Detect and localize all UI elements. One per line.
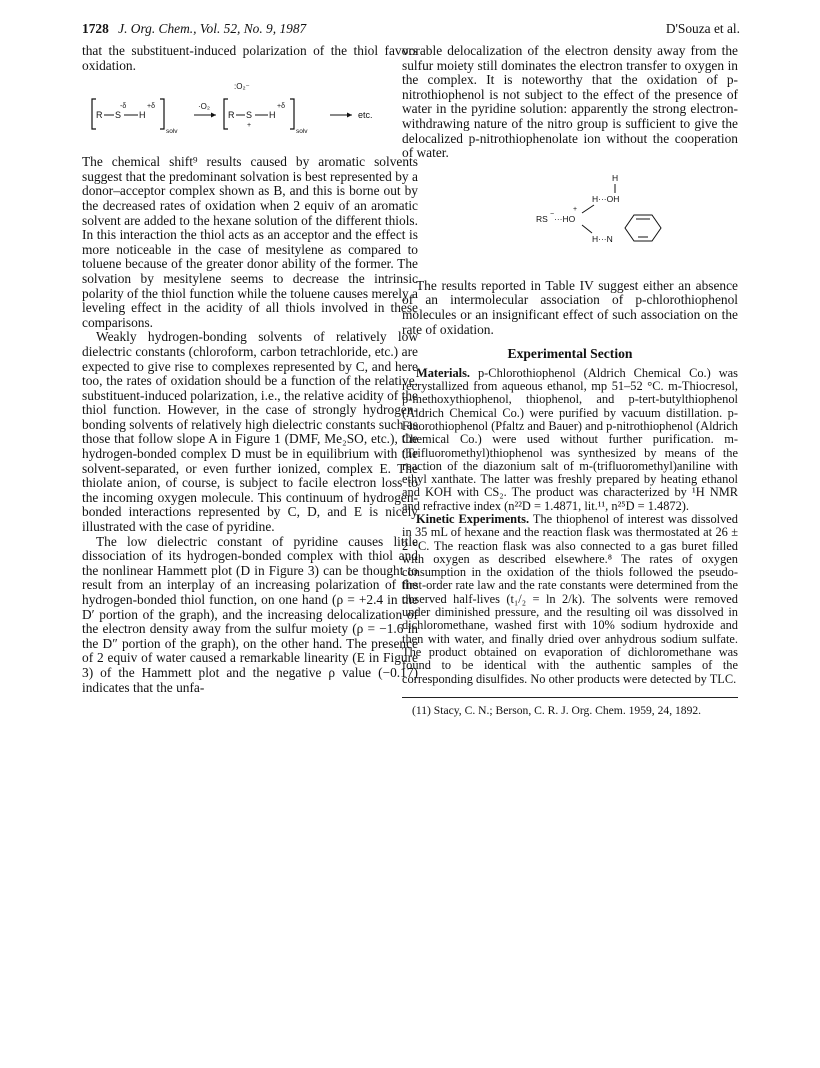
scheme-o2: ·O₂: [198, 102, 210, 112]
scheme-h1: H: [139, 110, 146, 121]
scheme-solv2: solv: [296, 128, 308, 136]
paragraph-table-iv: The results reported in Table IV suggest either an absence of an intermolecular association of p-chlorothiophenol molecules or an insignificant effect of such association on the rate of oxidation.: [402, 277, 738, 337]
fig-h-oh: H···OH: [592, 193, 620, 204]
paragraph-chemical-shift: The chemical shift⁹ results caused by aromatic solvents suggest that the predominant solvation is best represented by a donor–acceptor complex shown as B, and this is borne out by the decreased rates of oxidation when 2 equiv of an aromatic solvent are added to the hexane solution of the different thiols. In this interaction the thiol acts as an acceptor and the effect is more noticeable in the case of mesitylene as compared to toluene because of the greater donor ability of the former. The solvation by mesitylene seems to decrease the intrinsic polarity of the thiol function while the toluene causes merely a leveling effect in the acidity of all thiols involved in these comparisons.: [82, 154, 418, 330]
kinetic-heading: Kinetic Experiments.: [416, 511, 530, 526]
kinetic-text: The thiophenol of interest was dissolved in 35 mL of hexane and the reaction flask was thermostated at 26 ± 2 °C. The reaction flask was also connected to a gas buret filled with oxygen as described elsewhere.⁸ The rates of oxygen consumption in the oxidation of the thiols followed the pseudo-first-order rate law and the rate constants were determined from the observed half-lives (t₁/₂ = ln 2/k). The solvents were removed under diminished pressure, and the resulting oil was dissolved in dichloromethane, washed first with 10% sodium hydroxide and then with water, and finally dried over anhydrous sodium sulfate. The product obtained on evaporation of dichloromethane was found to be identical with the authentic samples of the corresponding disulfides. No other products were detected by TLC.: [402, 511, 739, 686]
scheme-s1: S: [115, 110, 122, 121]
paragraph-weakly-hbonding: Weakly hydrogen-bonding solvents of relatively low dielectric constants (chloroform, carbon tetrachloride, etc.) are expected to give rise to complexes represented by C, and here too, the rates of oxidation should be a function of the relative, substituent-induced polarization, i.e., the relative acidity of the thiol function. However, in the case of strongly hydrogen-bonding solvents of relatively high dielectric constants such as those that follow slope A in Figure 1 (DMF, Me₂SO, etc.), the hydrogen-bonded complex D must be in equilibrium with the solvent-separated, or even further ionized, complex E. The thiolate anion, of course, is subject to facile electron loss to the incoming oxygen molecule. This continuum of hydrogen-bonded interactions represented by C, D, and E is nicely illustrated with the case of pyridine.: [82, 329, 418, 535]
right-column: [402, 44, 738, 717]
scheme-plus: +: [247, 122, 252, 130]
scheme-delta-plus1: +δ: [147, 103, 155, 111]
fig-rs-charge: −: [550, 210, 555, 218]
reaction-scheme-svg: [82, 77, 418, 149]
fig-h-n: H···N: [592, 233, 613, 244]
page-number: 1728: [82, 21, 109, 36]
fig-plus: +: [573, 205, 578, 213]
footnote-rule: [402, 697, 738, 698]
footnote-reference: (11) Stacy, C. N.; Berson, C. R. J. Org. Chem. 1959, 24, 1892.: [412, 703, 702, 717]
header-left: [82, 21, 306, 37]
paragraph-continuation-right: vorable delocalization of the electron density away from the sulfur moiety still dominates the electron transfer to oxygen in the complex. It is noteworthy that the oxidation of p-nitrothiophenol is not subject to the effect of the presence of water in the pyridine solution: apparently the strong electron-withdrawing nature of the nitro group is sufficient to give the delocalized p-nitrothiophenolate ion without the cooperation of water.: [402, 43, 738, 161]
paragraph-materials: [402, 367, 738, 513]
experimental-body: [402, 367, 738, 686]
materials-text: p-Chlorothiophenol (Aldrich Chemical Co.) was recrystallized from aqueous ethanol, mp 51–52 °C. m-Thiocresol, p-methoxythiophenol, thiophenol, and p-tert-butylthiophenol (Aldrich Chemical Co.) were purified by vacuum distillation. p-Fluorothiophenol (Pfaltz and Bauer) and p-nitrothiophenol (Aldrich Chemical Co.) were used without further purification. m-(Trifluoromethyl)thiophenol was synthesized by means of the reaction of the diazonium salt of m-(trifluoromethyl)aniline with ethyl xanthate. The latter was freshly prepared by heating ethanol and KOH with CS₂. The product was characterized by ¹H NMR and refractive index (n²²D = 1.4871, lit.¹¹, n²⁵D = 1.4872).: [402, 365, 738, 513]
paragraph-continuation: that the substituent-induced polarization of the thiol favors oxidation.: [82, 43, 418, 73]
scheme-etc: etc.: [358, 110, 373, 121]
journal-citation: J. Org. Chem., Vol. 52, No. 9, 1987: [118, 21, 307, 36]
fig-h-top: H: [612, 172, 619, 183]
reaction-scheme: [82, 77, 418, 149]
fig-dots-ho: ···HO: [554, 213, 576, 224]
paragraph-kinetic: [402, 513, 738, 686]
section-title: Experimental Section: [507, 346, 633, 362]
running-authors: D'Souza et al.: [665, 21, 740, 36]
fig-rs: RS: [536, 213, 548, 224]
scheme-r2: R: [228, 110, 235, 121]
scheme-superoxide: :O₂⁻: [234, 82, 250, 92]
paragraph-pyridine: The low dielectric constant of pyridine causes little dissociation of its hydrogen-bonded complex with thiol and the nonlinear Hammett plot (D in Figure 3) can be thought to result from an interplay of an increasing polarization of the hydrogen-bonded thiol function, on one hand (ρ = +2.4 in the D′ portion of the graph), and the increasing delocalization of the electron density away from the sulfur moiety (ρ = −1.6 in the D″ portion of the graph), on the other hand. The presence of 2 equiv of water caused a remarkable linearity (E in Figure 3) of the Hammett plot and the negative ρ value (−0.17) indicates that the unfa-: [82, 533, 418, 695]
scheme-s2: S: [246, 110, 253, 121]
scheme-delta-minus: -δ: [120, 103, 127, 111]
pyridine-complex-svg: [402, 165, 738, 273]
pyridine-complex-figure: [402, 165, 738, 273]
page-header: [82, 21, 740, 39]
scheme-r1: R: [96, 110, 103, 121]
materials-heading: Materials.: [416, 365, 471, 380]
scheme-h2: H: [269, 110, 276, 121]
left-column: [82, 44, 418, 695]
scheme-delta-plus2: +δ: [277, 103, 285, 111]
scheme-solv1: solv: [166, 128, 178, 136]
